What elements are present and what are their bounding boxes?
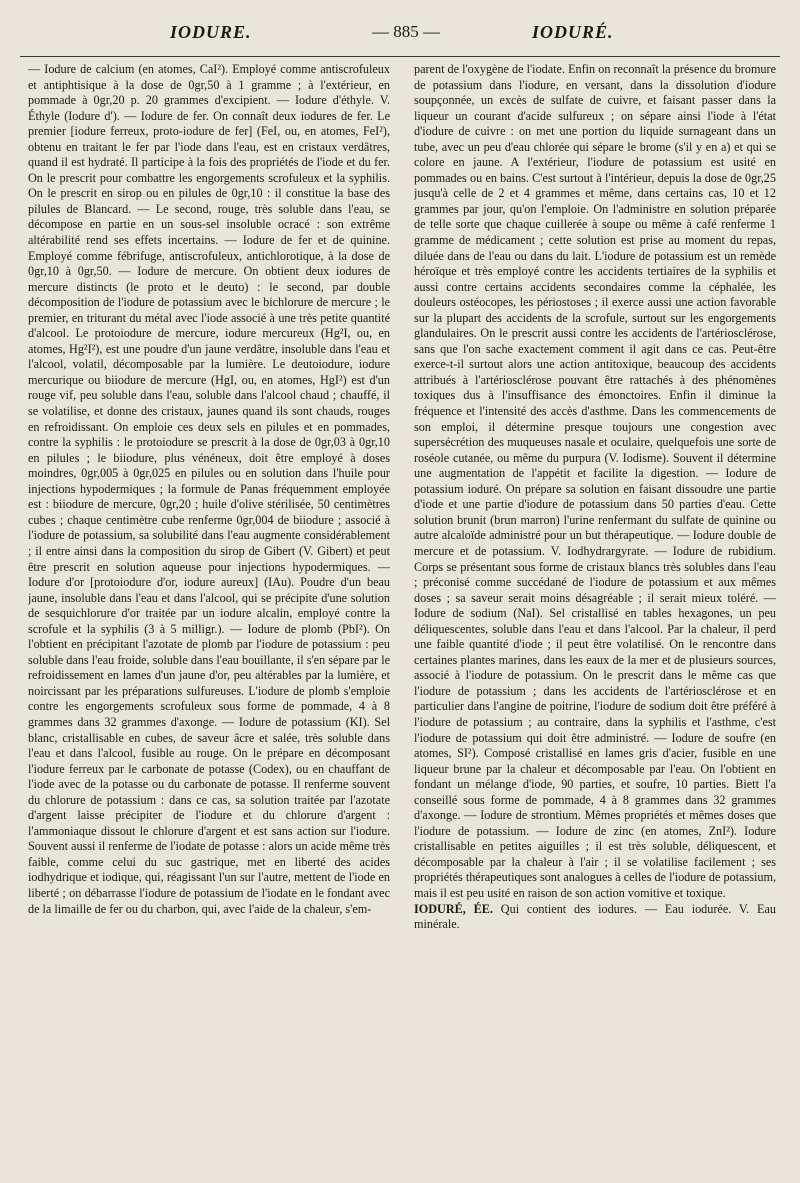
left-column-text: — Iodure de calcium (en atomes, CaI²). Employé comme antiscrofuleux et antiphtisique à la dose de 0gr,50 à 1 gramme ; à l'extérieur, en pommade à 0gr,20 p. 20 grammes d'excipient. — Iodure d'éthyle. V. Éthyle (Iodure d'). — Iodure de fer. On connaît deux iodures de fer. Le premier [iodure ferreux, proto-iodure de fer] (FeI, ou, en atomes, FeI²), obtenu en traitant le fer par l'iode dans l'eau, est en cristaux verdâtres, quand il est hydraté. Il participe à la fois des propriétés de l'iode et du fer. On le prescrit pour combattre les engorgements scrofuleux et la syphilis. On le prescrit en sirop ou en pilules de 0gr,10 : il constitue la base des pilules de Blancard. — Le second, rouge, très soluble dans l'eau, se décompose en partie en un sous-sel insoluble ocracé : son extrême altérabilité rend ses effets incertains. — Iodure de fer et de quinine. Employé comme fébrifuge, antiscrofuleux, antichlorotique, à la dose de 0gr,10 à 0gr,50. — Iodure de mercure. On obtient deux iodures de mercure distincts (le proto et le deuto) : le second, par double décomposition de l'iodure de potassium avec le bichlorure de mercure ; le premier, en triturant du métal avec l'iode associé à une très petite quantité d'alcool. Le protoiodure de mercure, iodure mercureux (Hg²I, ou, en atomes, Hg²I²), est une poudre d'un jaune verdâtre, insoluble dans l'eau et l'alcool, volatil, décomposable par la lumière. Le deutoiodure, iodure mercurique ou biiodure de mercure (HgI, ou, en atomes, HgI²) est d'un rouge vif, peu soluble dans l'eau, soluble dans l'alcool chaud ; chauffé, il se volatilise, et donne des cristaux, jaunes quand ils sont chauds, rouges en refroidissant. On emploie ces deux sels en pilules et en pommades, contre la syphilis : le protoiodure se prescrit à la dose de 0gr,03 à 0gr,10 en pilules ; le biiodure, plus vénéneux, doit être employé à doses moindres, 0gr,005 à 0gr,025 en pilules ou en solution dans l'huile pour injections hypodermiques ; la formule de Panas fréquemment employée est : biiodure de mercure, 0gr,20 ; huile d'olive stérilisée, 50 centimètres cubes ; chaque centimètre cube renferme 0gr,004 de biiodure ; associé à l'iodure de potassium, sa solubilité dans l'eau augmente considérablement ; il entre ainsi dans la composition du sirop de Gibert (V. Gibert) et peut être prescrit en solution aqueuse pour injections hypodermiques. — Iodure d'or [protoiodure d'or, iodure aureux] (IAu). Poudre d'un beau jaune, insoluble dans l'eau et dans l'alcool, qui se précipite d'une solution de sesquichlorure d'or traitée par un iodure alcalin, employé contre la scrofule et la syphilis (3 à 5 milligr.). — Iodure de plomb (PbI²). On l'obtient en précipitant l'azotate de plomb par l'iodure de potassium : peu soluble dans l'eau froide, soluble dans l'eau bouillante, il s'en sépare par le refroidissement en lames d'un jaune d'or, peu altérables par la lumière, et noircissant par les préparations sulfureuses. L'iodure de plomb s'emploie contre les engorgements scrofuleux sous forme de pommade, 4 à 8 grammes dans 32 grammes d'axonge. — Iodure de potassium (KI). Sel blanc, cristallisable en cubes, de saveur âcre et salée, très soluble dans l'eau et dans l'alcool, fusible au rouge. On le prépare en décomposant l'iodure ferreux par le carbonate de potasse (Codex), ou en chauffant de l'iode avec de la potasse ou du carbonate de potasse. Il renferme souvent du chlorure de potassium : dans ce cas, sa solution traitée par l'azotate d'argent laisse précipiter de l'iodure et du chlorure d'argent : l'ammoniaque dissout le chlorure d'argent et est sans action sur l'iodure. Souvent aussi il renferme de l'iodate de potasse : alors un acide même très faible, comme celui du suc gastrique, met en liberté des acides iodhydrique et iodique, qui, réagissant l'un sur l'autre, mettent de l'iode en liberté ; on débarrasse l'iodure de potassium de l'iodate en le fondant avec de la limaille de fer ou du charbon, qui, avec l'aide de la chaleur, s'em-: [28, 62, 390, 916]
entry-headword: IODURÉ, ÉE.: [414, 901, 493, 916]
running-title-right: IODURÉ.: [532, 22, 614, 42]
left-column: [28, 62, 390, 1172]
right-column-text: parent de l'oxygène de l'iodate. Enfin on reconnaît la présence du bromure de potassium dans l'iodure, en versant, dans la dissolution d'iodure soupçonnée, un excès de sulfate de cuivre, et faisant passer dans la liqueur un courant d'acide sulfureux ; on sépare ainsi l'iode à l'état d'iodure de cuivre : on met une portion du liquide surnageant dans un tube, avec un peu d'eau chlorée qui sépare le brome (s'il y en a) et qui se colore en jaune. A l'extérieur, l'iodure de potassium est usité en pommades ou en bains. C'est surtout à l'intérieur, depuis la dose de 0gr,25 jusqu'à celle de 2 et 4 grammes et même, dans certains cas, 10 et 12 grammes par jour, qu'on l'emploie. On l'administre en solution préparée de telle sorte que chaque cuillerée à soupe ou même à café renferme 1 gramme de médicament ; cette solution est prise au moment du repas, diluée dans de l'eau ou dans du lait. L'iodure de potassium est un remède héroïque et très employé contre les accidents tertiaires de la syphilis et aussi contre certains accidents secondaires comme la céphalée, les douleurs ostéocopes, les périostoses ; il exerce aussi une action favorable sur la plupart des accidents de la scrofule, surtout sur les engorgements glandulaires. On le prescrit aussi contre les accidents de l'artériosclérose, sans que l'on sache exactement comment il agit dans ce cas. Peut-être exerce-t-il surtout alors une action antitoxique, beaucoup des accidents attribués à l'artériosclérose pouvant être rattachés à des phénomènes toxiques dus à l'insuffisance des émonctoires. Enfin il diminue la fréquence et l'intensité des accès d'asthme. Dans les commencements de son emploi, il détermine presque toujours une congestion avec supersécrétion des muqueuses nasale et oculaire, quelquefois une sorte de roséole cutanée, ou même du purpura (V. Iodisme). Souvent il détermine une augmentation de l'appétit et facilite la digestion. — Iodure de potassium ioduré. On prépare sa solution en faisant dissoudre une partie d'iode et une partie d'iodure de potassium dans 50 parties d'eau. Cette solution brunit (brun marron) l'urine renfermant du sulfate de quinine ou autre alcaloïde administré pour un but thérapeutique. — Iodure double de mercure et de potassium. V. Iodhydrargyrate. — Iodure de rubidium. Corps se présentant sous forme de cristaux blancs très solubles dans l'eau ; préconisé comme succédané de l'iodure de potassium et aux mêmes doses ; sa saveur serait moins désagréable ; il serait mieux toléré. — Iodure de sodium (NaI). Sel cristallisé en tables hexagones, un peu déliquescentes, soluble dans l'eau et dans l'alcool. Par la chaleur, il perd une faible quantité d'iode ; il peut être volatilisé. On le rencontre dans certaines plantes marines, dans les eaux de la mer et de plusieurs sources, associé à l'iodure de potassium. On le prescrit dans le même cas que l'iodure de potassium ; dans les accidents de l'artériosclérose et en particulier dans l'angine de poitrine, l'iodure de sodium doit être préféré à l'iodure de potassium ; au contraire, dans la syphilis et l'asthme, c'est l'iodure de potassium qui doit être administré. — Iodure de soufre (en atomes, SI²). Composé cristallisé en lames gris d'acier, fusible en une liqueur brune par la chaleur et décomposable par l'eau. On l'obtient en fondant un mélange d'iode, 90 parties, et soufre, 10 parties. Biett l'a conseillé sous forme de pommade, 4 à 8 grammes dans 32 grammes d'axonge. — Iodure de strontium. Mêmes propriétés et mêmes doses que l'iodure de potassium. — Iodure de zinc (en atomes, ZnI²). Iodure cristallisable en petites aiguilles ; il est très soluble, déliquescent, et décomposable par la chaleur à l'air ; il se volatilise facilement ; ses propriétés thérapeutiques sont analogues à celles de l'iodure de potassium, mais il est peu usité en raison de son action vomitive et toxique.: [414, 62, 776, 900]
entry-definition: Qui contient des iodures. — Eau iodurée. V. Eau minérale.: [414, 901, 776, 932]
header-rule: [20, 56, 780, 57]
dictionary-entry: [414, 902, 776, 933]
page-header: [0, 16, 800, 46]
right-column: [414, 62, 776, 1172]
running-title-left: IODURE.: [170, 22, 252, 42]
page-number: — 885 —: [372, 22, 440, 41]
